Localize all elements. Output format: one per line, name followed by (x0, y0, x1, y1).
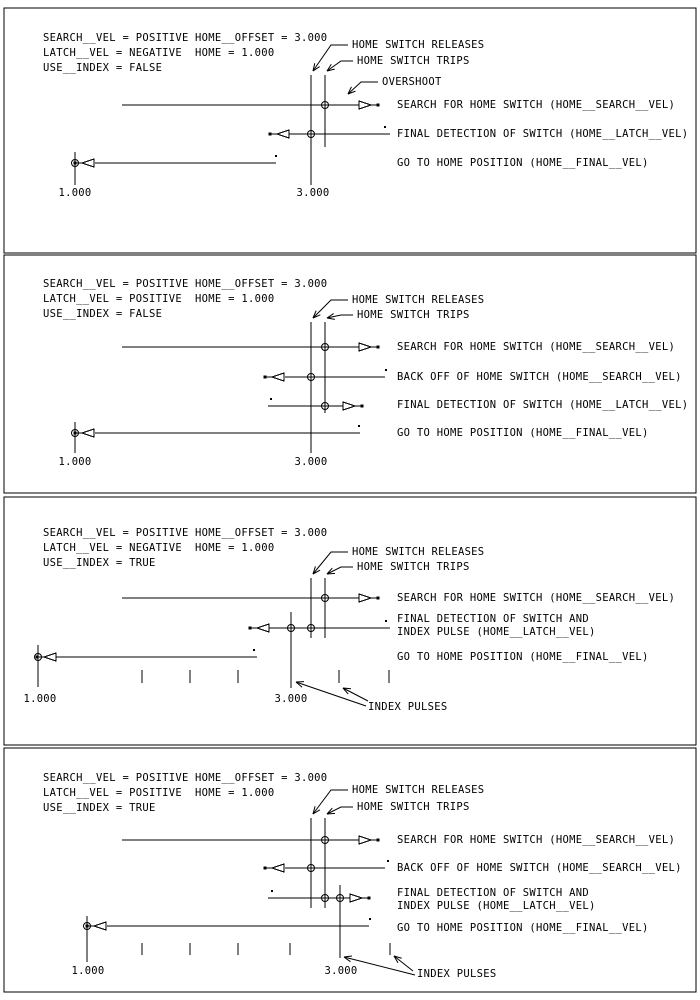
step-latch-label-line1: FINAL DETECTION OF SWITCH AND (397, 887, 590, 899)
p3-trips-leader-head (327, 573, 335, 574)
p3-search-arrow (359, 594, 371, 602)
callout-home-switch-releases: HOME SWITCH RELEASES (352, 39, 485, 51)
callout-home-switch-releases: HOME SWITCH RELEASES (352, 784, 485, 796)
config-latch-vel: LATCH__VEL = NEGATIVE (43, 47, 183, 59)
segment-start-dot (271, 890, 273, 892)
p3-latch-arrow (257, 624, 269, 632)
index-pulses-label: INDEX PULSES (368, 701, 448, 713)
config-use-index: USE__INDEX = TRUE (43, 557, 156, 569)
p4-final-arrow (94, 922, 106, 930)
index-pulses-label: INDEX PULSES (417, 968, 497, 980)
callout-overshoot: OVERSHOOT (382, 76, 442, 88)
config-latch-vel: LATCH__VEL = POSITIVE (43, 293, 183, 305)
segment-start-dot (275, 155, 277, 157)
p4-index-pulses-arrow (394, 956, 413, 971)
p3-trips-leader (327, 567, 353, 574)
p1-latch-arrow (277, 130, 289, 138)
step-search-label: SEARCH FOR HOME SWITCH (HOME__SEARCH__VEL) (397, 341, 676, 353)
callout-home-switch-trips: HOME SWITCH TRIPS (357, 309, 470, 321)
p2-final-arrow-tail-end (74, 432, 77, 435)
config-home: HOME = 1.000 (195, 542, 275, 554)
segment-start-dot (384, 126, 386, 128)
axis-offset-value: 3.000 (294, 456, 328, 468)
config-use-index: USE__INDEX = TRUE (43, 802, 156, 814)
axis-home-value: 1.000 (58, 187, 92, 199)
p1-final-arrow (82, 159, 94, 167)
p1-latch-arrow-tail-end (269, 133, 272, 136)
p2-final-arrow (82, 429, 94, 437)
config-home-offset: HOME__OFFSET = 3.000 (195, 527, 328, 539)
callout-home-switch-trips: HOME SWITCH TRIPS (357, 801, 470, 813)
config-home: HOME = 1.000 (195, 293, 275, 305)
axis-offset-value: 3.000 (296, 187, 330, 199)
step-final-label: GO TO HOME POSITION (HOME__FINAL__VEL) (397, 651, 649, 663)
callout-home-switch-trips: HOME SWITCH TRIPS (357, 561, 470, 573)
config-home: HOME = 1.000 (195, 47, 275, 59)
config-search-vel: SEARCH__VEL = POSITIVE (43, 527, 189, 539)
config-latch-vel: LATCH__VEL = NEGATIVE (43, 542, 183, 554)
p3-search-arrow-tail-end (377, 597, 380, 600)
p2-backoff-arrow-tail-end (264, 376, 267, 379)
segment-start-dot (253, 649, 255, 651)
segment-start-dot (270, 398, 272, 400)
p1-trips-leader (327, 61, 353, 71)
p4-backoff-arrow-tail-end (264, 867, 267, 870)
axis-offset-value: 3.000 (324, 965, 358, 977)
callout-home-switch-trips: HOME SWITCH TRIPS (357, 55, 470, 67)
step-latch-label-line2: INDEX PULSE (HOME__LATCH__VEL) (397, 900, 596, 912)
step-search-label: SEARCH FOR HOME SWITCH (HOME__SEARCH__VEL) (397, 592, 676, 604)
step-search-label: SEARCH FOR HOME SWITCH (HOME__SEARCH__VEL) (397, 834, 676, 846)
config-search-vel: SEARCH__VEL = POSITIVE (43, 278, 189, 290)
callout-home-switch-releases: HOME SWITCH RELEASES (352, 546, 485, 558)
step-backoff-label: BACK OFF OF HOME SWITCH (HOME__SEARCH__VEL) (397, 862, 682, 874)
p2-trips-leader-head (327, 318, 335, 319)
step-final-label: GO TO HOME POSITION (HOME__FINAL__VEL) (397, 922, 649, 934)
p4-index-pulses-arrow-head (344, 956, 352, 957)
step-latch-label: FINAL DETECTION OF SWITCH (HOME__LATCH__VEL) (397, 128, 689, 140)
config-search-vel: SEARCH__VEL = POSITIVE (43, 32, 189, 44)
step-final-label: GO TO HOME POSITION (HOME__FINAL__VEL) (397, 427, 649, 439)
p2-latch-arrow-tail-end (361, 405, 364, 408)
step-latch-label: FINAL DETECTION OF SWITCH (HOME__LATCH__VEL) (397, 399, 689, 411)
axis-home-value: 1.000 (58, 456, 92, 468)
p1-search-arrow-tail-end (377, 104, 380, 107)
step-final-label: GO TO HOME POSITION (HOME__FINAL__VEL) (397, 157, 649, 169)
segment-start-dot (385, 369, 387, 371)
config-home-offset: HOME__OFFSET = 3.000 (195, 32, 328, 44)
segment-start-dot (369, 918, 371, 920)
config-home-offset: HOME__OFFSET = 3.000 (195, 772, 328, 784)
p3-final-arrow-tail-end (36, 656, 39, 659)
segment-start-dot (387, 860, 389, 862)
p4-final-arrow-tail-end (86, 925, 89, 928)
p4-search-arrow-tail-end (377, 839, 380, 842)
p2-search-arrow-tail-end (377, 346, 380, 349)
segment-start-dot (358, 425, 360, 427)
callout-home-switch-releases: HOME SWITCH RELEASES (352, 294, 485, 306)
config-use-index: USE__INDEX = FALSE (43, 308, 163, 320)
p1-search-arrow (359, 101, 371, 109)
p4-search-arrow (359, 836, 371, 844)
p2-search-arrow (359, 343, 371, 351)
axis-home-value: 1.000 (23, 693, 57, 705)
p3-final-arrow (44, 653, 56, 661)
config-use-index: USE__INDEX = FALSE (43, 62, 163, 74)
axis-home-value: 1.000 (71, 965, 105, 977)
p2-backoff-arrow (272, 373, 284, 381)
p4-trips-leader-head (327, 813, 335, 814)
step-search-label: SEARCH FOR HOME SWITCH (HOME__SEARCH__VEL) (397, 99, 676, 111)
p4-latch-arrow-tail-end (368, 897, 371, 900)
segment-start-dot (385, 620, 387, 622)
p4-backoff-arrow (272, 864, 284, 872)
config-home-offset: HOME__OFFSET = 3.000 (195, 278, 328, 290)
config-search-vel: SEARCH__VEL = POSITIVE (43, 772, 189, 784)
p1-final-arrow-tail-end (74, 162, 77, 165)
step-latch-label-line2: INDEX PULSE (HOME__LATCH__VEL) (397, 626, 596, 638)
config-latch-vel: LATCH__VEL = POSITIVE (43, 787, 183, 799)
step-latch-label-line1: FINAL DETECTION OF SWITCH AND (397, 613, 590, 625)
config-home: HOME = 1.000 (195, 787, 275, 799)
step-backoff-label: BACK OFF OF HOME SWITCH (HOME__SEARCH__VEL) (397, 371, 682, 383)
axis-offset-value: 3.000 (274, 693, 308, 705)
p3-latch-arrow-tail-end (249, 627, 252, 630)
p4-latch-arrow (350, 894, 362, 902)
p4-trips-leader (327, 807, 353, 814)
p2-latch-arrow (343, 402, 355, 410)
